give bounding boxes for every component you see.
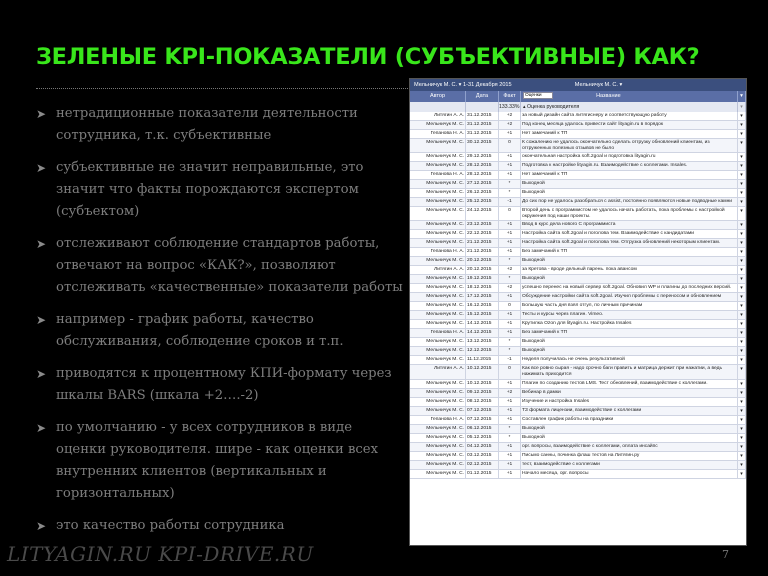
slide-title: ЗЕЛЕНЫЕ KPI-ПОКАЗАТЕЛИ (СУБЪЕКТИВНЫЕ) КАК? xyxy=(36,44,700,70)
row-name: Плагин по созданию тестов LMS. Тест обновлений, взаимодействие с коллегами. xyxy=(521,380,738,388)
row-date: 10.12.2015 xyxy=(466,380,499,388)
table-row[interactable] xyxy=(410,443,746,452)
chevron-down-icon[interactable]: ▾ xyxy=(738,139,746,152)
table-row[interactable] xyxy=(410,320,746,329)
table-row[interactable] xyxy=(410,293,746,302)
chevron-down-icon[interactable]: ▾ xyxy=(738,425,746,433)
row-name: Как все ровно сырая - надо срочно баги править и матрица держит при нажатии, а ведь нажимать приходится xyxy=(521,365,738,378)
footer-brand: LITYAGIN.RU KPI-DRIVE.RU xyxy=(7,542,314,566)
row-fact: +2 xyxy=(499,112,521,120)
row-name: Настройка сайта soft.2goal и поголова тем. Взаимодействие с кандидатами xyxy=(521,230,738,238)
chevron-down-icon[interactable]: ▾ xyxy=(738,153,746,161)
table-row[interactable] xyxy=(410,171,746,180)
table-row[interactable] xyxy=(410,416,746,425)
table-row[interactable] xyxy=(410,207,746,221)
chevron-down-icon[interactable]: ▾ xyxy=(738,284,746,292)
row-fact: +1 xyxy=(499,380,521,388)
table-row[interactable] xyxy=(410,284,746,293)
row-author: Мельничук М. С. xyxy=(410,311,466,319)
row-fact: * xyxy=(499,338,521,346)
bullet-item: ➤ приводятся к процентному КПИ-формату через шкалы BARS (шкала +2….-2) xyxy=(36,363,406,407)
table-row[interactable] xyxy=(410,389,746,398)
row-name: Выходной xyxy=(521,347,738,355)
row-fact: +1 xyxy=(499,293,521,301)
row-name: Нет замечаний к ТП xyxy=(521,130,738,138)
row-fact: +1 xyxy=(499,311,521,319)
row-date: 23.12.2015 xyxy=(466,221,499,229)
chevron-down-icon[interactable]: ▾ xyxy=(738,461,746,469)
arrow-bullet-icon: ➤ xyxy=(36,161,47,175)
bullet-item: ➤ по умолчанию - у всех сотрудников в виде оценки руководителя. шире - как оценки всех внутренних клиентов (вертикальных и горизонтальных) xyxy=(36,417,406,505)
row-fact: +1 xyxy=(499,329,521,337)
arrow-bullet-icon: ➤ xyxy=(36,313,47,327)
row-author: Мельничук М. С. xyxy=(410,121,466,129)
row-name: Изучение и настройка Insales xyxy=(521,398,738,406)
table-row[interactable] xyxy=(410,153,746,162)
chevron-down-icon[interactable]: ▾ xyxy=(738,470,746,478)
row-date: 19.12.2015 xyxy=(466,275,499,283)
table-row[interactable] xyxy=(410,425,746,434)
row-name: за новый дизайн сайта литягиснеру и соответствующую работу xyxy=(521,112,738,120)
row-fact: +1 xyxy=(499,443,521,451)
row-author: Мельничук М. С. xyxy=(410,162,466,170)
table-row[interactable] xyxy=(410,221,746,230)
row-date: 02.12.2015 xyxy=(466,461,499,469)
row-name: Выходной xyxy=(521,425,738,433)
row-fact: +1 xyxy=(499,130,521,138)
chevron-down-icon[interactable]: ▾ xyxy=(738,91,746,102)
chevron-down-icon[interactable]: ▾ xyxy=(738,311,746,319)
arrow-bullet-icon: ➤ xyxy=(36,107,47,121)
group-label: ▴ Оценка руководителя xyxy=(521,102,738,112)
row-date: 31.12.2015 xyxy=(466,130,499,138)
row-name: Под конец месяца удалось привести сайт lityagin.ru в порядок xyxy=(521,121,738,129)
row-author: Гепанова Н. А. xyxy=(410,130,466,138)
table-row[interactable] xyxy=(410,180,746,189)
chevron-down-icon[interactable]: ▾ xyxy=(738,189,746,197)
row-fact: +1 xyxy=(499,221,521,229)
row-date: 16.12.2015 xyxy=(466,302,499,310)
row-author: Мельничук М. С. xyxy=(410,302,466,310)
chevron-down-icon[interactable]: ▾ xyxy=(738,102,746,112)
row-date: 21.12.2015 xyxy=(466,239,499,247)
row-date: 22.12.2015 xyxy=(466,230,499,238)
chevron-down-icon[interactable]: ▾ xyxy=(738,338,746,346)
row-fact: * xyxy=(499,347,521,355)
user-selector[interactable]: Мельничук М. С. xyxy=(414,82,458,88)
row-author: Мельничук М. С. xyxy=(410,180,466,188)
chevron-down-icon[interactable]: ▾ xyxy=(738,365,746,378)
bullet-item: ➤ это качество работы сотрудника xyxy=(36,515,406,537)
arrow-bullet-icon: ➤ xyxy=(36,421,47,435)
row-name: Обсуждение настройки сайта soft.2goal. Изучил проблемы с переносом и обновлением xyxy=(521,293,738,301)
col-author[interactable]: Автор xyxy=(410,91,466,102)
row-author: Мельничук М. С. xyxy=(410,434,466,442)
row-fact: * xyxy=(499,180,521,188)
arrow-bullet-icon: ➤ xyxy=(36,237,47,251)
table-row[interactable] xyxy=(410,230,746,239)
table-row[interactable] xyxy=(410,130,746,139)
row-name: Большую часть дня взял отгул, по личным причинам xyxy=(521,302,738,310)
row-name: Выходной xyxy=(521,275,738,283)
group-percent: 133.33% xyxy=(499,104,520,110)
row-name: Письмо санны, починка флаш тестов на Литягин.ру xyxy=(521,452,738,460)
row-author: Мельничук М. С. xyxy=(410,356,466,364)
chevron-down-icon[interactable]: ▾ xyxy=(738,320,746,328)
row-author: Мельничук М. С. xyxy=(410,389,466,397)
row-name: окончательная настройка soft.2goal и подготовка lityagin.ru xyxy=(521,153,738,161)
table-row[interactable] xyxy=(410,311,746,320)
row-fact: +1 xyxy=(499,239,521,247)
row-date: 11.12.2015 xyxy=(466,356,499,364)
row-date: 29.12.2015 xyxy=(466,153,499,161)
bullet-item: ➤ отслеживают соблюдение стандартов работы, отвечают на вопрос «КАК?», позволяют отслеживать «качественные» показатели работы xyxy=(36,233,406,299)
table-row[interactable] xyxy=(410,434,746,443)
table-row[interactable] xyxy=(410,461,746,470)
table-row[interactable] xyxy=(410,198,746,207)
table-header xyxy=(410,91,746,102)
row-fact: 0 xyxy=(499,302,521,310)
row-fact: +1 xyxy=(499,461,521,469)
row-name: тест, взаимодействие с коллегами xyxy=(521,461,738,469)
chevron-down-icon[interactable]: ▾ xyxy=(738,248,746,256)
bullet-item: ➤ нетрадиционные показатели деятельности сотрудника, т.к. субъективные xyxy=(36,103,406,147)
page-number: 7 xyxy=(722,548,729,561)
chevron-down-icon[interactable]: ▾ xyxy=(738,293,746,301)
row-date: 30.12.2015 xyxy=(466,139,499,152)
filter-select[interactable]: Оценки xyxy=(523,92,553,99)
chevron-down-icon[interactable]: ▾ xyxy=(738,198,746,206)
table-row[interactable] xyxy=(410,329,746,338)
row-author: Гепанова Н. А. xyxy=(410,248,466,256)
row-fact: * xyxy=(499,257,521,265)
row-date: 04.12.2015 xyxy=(466,443,499,451)
row-date: 31.12.2015 xyxy=(466,121,499,129)
table-row[interactable] xyxy=(410,248,746,257)
arrow-bullet-icon: ➤ xyxy=(36,367,47,381)
chevron-down-icon[interactable]: ▾ xyxy=(738,275,746,283)
row-fact: +2 xyxy=(499,266,521,274)
col-date[interactable]: Дата xyxy=(466,91,499,102)
row-author: Мельничук М. С. xyxy=(410,257,466,265)
chevron-down-icon[interactable]: ▾ xyxy=(738,356,746,364)
table-row[interactable] xyxy=(410,162,746,171)
chevron-down-icon[interactable]: ▾ xyxy=(738,443,746,451)
row-author: Мельничук М. С. xyxy=(410,380,466,388)
table-row[interactable] xyxy=(410,189,746,198)
title-divider xyxy=(36,88,416,89)
kpi-app-window xyxy=(409,78,747,546)
row-name: Выходной xyxy=(521,189,738,197)
row-date: 24.12.2015 xyxy=(466,207,499,220)
period-selector[interactable]: 1-31 Декабря 2015 xyxy=(463,82,512,88)
row-fact: 0 xyxy=(499,207,521,220)
row-fact: 0 xyxy=(499,365,521,378)
chevron-down-icon[interactable]: ▾ xyxy=(738,347,746,355)
chevron-down-icon[interactable]: ▾ xyxy=(738,398,746,406)
row-date: 12.12.2015 xyxy=(466,347,499,355)
table-row[interactable] xyxy=(410,112,746,121)
table-row[interactable] xyxy=(410,275,746,284)
table-row[interactable] xyxy=(410,380,746,389)
row-name: Нет замечаний к ТП xyxy=(521,171,738,179)
row-author: Мельничук М. С. xyxy=(410,230,466,238)
row-date: 06.12.2015 xyxy=(466,425,499,433)
row-fact: +1 xyxy=(499,452,521,460)
table-row[interactable] xyxy=(410,347,746,356)
chevron-down-icon[interactable]: ▾ xyxy=(738,230,746,238)
row-name: Выходной xyxy=(521,434,738,442)
row-fact: * xyxy=(499,425,521,433)
row-fact: +1 xyxy=(499,230,521,238)
table-row[interactable] xyxy=(410,239,746,248)
row-author: Мельничук М. С. xyxy=(410,443,466,451)
row-author: Литягин А. А. xyxy=(410,112,466,120)
row-fact: +2 xyxy=(499,121,521,129)
row-author: Мельничук М. С. xyxy=(410,189,466,197)
row-fact: -1 xyxy=(499,198,521,206)
group-row[interactable] xyxy=(410,102,746,112)
row-author: Гепанова Н. А. xyxy=(410,171,466,179)
row-date: 20.12.2015 xyxy=(466,266,499,274)
row-name: Начало месяца, орг. вопросы xyxy=(521,470,738,478)
row-name: Без замечаний к ТП xyxy=(521,329,738,337)
chevron-down-icon[interactable]: ▾ xyxy=(738,416,746,424)
row-author: Мельничук М. С. xyxy=(410,275,466,283)
row-author: Литягин А. А. xyxy=(410,365,466,378)
row-fact: +1 xyxy=(499,320,521,328)
row-name: Ввод в курс дела нового С программиста xyxy=(521,221,738,229)
row-date: 01.12.2015 xyxy=(466,470,499,478)
row-date: 27.12.2015 xyxy=(466,180,499,188)
row-date: 17.12.2015 xyxy=(466,293,499,301)
col-name[interactable]: Название xyxy=(596,93,621,99)
chevron-down-icon[interactable]: ▾ xyxy=(738,452,746,460)
row-name: Выходной xyxy=(521,338,738,346)
row-name: Выходной xyxy=(521,257,738,265)
row-name: успешно перенес на новый сервер soft.2goal. Обновил WP и плагины до последних версий. xyxy=(521,284,738,292)
row-fact: +1 xyxy=(499,153,521,161)
chevron-down-icon[interactable]: ▾ xyxy=(738,121,746,129)
row-fact: +1 xyxy=(499,407,521,415)
table-row[interactable] xyxy=(410,266,746,275)
chevron-down-icon[interactable]: ▾ xyxy=(738,239,746,247)
row-author: Мельничук М. С. xyxy=(410,461,466,469)
row-date: 08.12.2015 xyxy=(466,398,499,406)
table-row[interactable] xyxy=(410,338,746,347)
row-date: 10.12.2015 xyxy=(466,365,499,378)
row-date: 14.12.2015 xyxy=(466,320,499,328)
chevron-down-icon[interactable]: ▾ xyxy=(738,112,746,120)
chevron-down-icon[interactable]: ▾ xyxy=(738,162,746,170)
row-date: 20.12.2015 xyxy=(466,257,499,265)
row-date: 21.12.2015 xyxy=(466,248,499,256)
row-fact: +1 xyxy=(499,416,521,424)
row-fact: * xyxy=(499,434,521,442)
row-author: Мельничук М. С. xyxy=(410,293,466,301)
col-fact[interactable]: Факт xyxy=(499,91,521,102)
row-name: за Кретова - вроде дельный парень. пока авансом xyxy=(521,266,738,274)
arrow-bullet-icon: ➤ xyxy=(36,519,47,533)
row-fact: +1 xyxy=(499,470,521,478)
row-fact: 0 xyxy=(499,139,521,152)
row-date: 25.12.2015 xyxy=(466,198,499,206)
row-author: Мельничук М. С. xyxy=(410,425,466,433)
row-author: Мельничук М. С. xyxy=(410,207,466,220)
row-name: Выходной xyxy=(521,180,738,188)
row-name: ТЗ формата лицензии, взаимодействие с коллегами xyxy=(521,407,738,415)
row-name: Тесты и курсы через плагин. Vimeo. xyxy=(521,311,738,319)
kpi-table-body xyxy=(410,112,746,479)
row-date: 13.12.2015 xyxy=(466,338,499,346)
chevron-down-icon[interactable]: ▾ xyxy=(738,329,746,337)
row-date: 07.12.2015 xyxy=(466,407,499,415)
bullet-list xyxy=(36,103,406,547)
row-fact: +1 xyxy=(499,248,521,256)
chevron-down-icon[interactable]: ▾ xyxy=(738,221,746,229)
row-author: Литягин А. А. xyxy=(410,266,466,274)
row-name: Настройка сайта soft.2goal и поголова тем. Отгрузка обновлений некоторым клиентам. xyxy=(521,239,738,247)
row-fact: * xyxy=(499,189,521,197)
row-author: Мельничук М. С. xyxy=(410,198,466,206)
chevron-down-icon[interactable]: ▾ xyxy=(738,207,746,220)
col-name-filter[interactable] xyxy=(521,91,738,102)
bullet-item: ➤ субъективные не значит неправильные, это значит что факты порождаются экспертом (субъектом) xyxy=(36,157,406,223)
user-selector-right[interactable]: Мельничук М. С. xyxy=(574,82,618,88)
row-author: Мельничук М. С. xyxy=(410,239,466,247)
row-fact: +2 xyxy=(499,389,521,397)
table-row[interactable] xyxy=(410,302,746,311)
chevron-down-icon[interactable]: ▾ xyxy=(738,257,746,265)
row-author: Мельничук М. С. xyxy=(410,320,466,328)
table-row[interactable] xyxy=(410,470,746,479)
table-row[interactable] xyxy=(410,452,746,461)
bullet-item: ➤ например - график работы, качество обслуживания, соблюдение сроков и т.п. xyxy=(36,309,406,353)
row-fact: +1 xyxy=(499,162,521,170)
chevron-down-icon[interactable]: ▾ xyxy=(738,180,746,188)
chevron-down-icon[interactable]: ▾ xyxy=(738,380,746,388)
row-author: Мельничук М. С. xyxy=(410,139,466,152)
row-date: 14.12.2015 xyxy=(466,329,499,337)
row-date: 31.12.2015 xyxy=(466,112,499,120)
row-date: 18.12.2015 xyxy=(466,284,499,292)
row-fact: +1 xyxy=(499,398,521,406)
row-date: 28.12.2015 xyxy=(466,171,499,179)
table-row[interactable] xyxy=(410,356,746,365)
row-name: орг. вопросы, взаимодействие с коллегами, оплата инсайпс xyxy=(521,443,738,451)
chevron-down-icon[interactable]: ▾ xyxy=(738,302,746,310)
row-name: До сих пор не удалось разобраться с assist, постоянно появляются новые подводные камни xyxy=(521,198,738,206)
row-author: Мельничук М. С. xyxy=(410,338,466,346)
row-author: Мельничук М. С. xyxy=(410,284,466,292)
row-author: Гепанова Н. А. xyxy=(410,416,466,424)
row-author: Мельничук М. С. xyxy=(410,407,466,415)
table-row[interactable] xyxy=(410,139,746,153)
chevron-down-icon[interactable]: ▾ xyxy=(738,266,746,274)
chevron-down-icon[interactable]: ▾ xyxy=(738,389,746,397)
row-date: 26.12.2015 xyxy=(466,189,499,197)
row-fact: -1 xyxy=(499,356,521,364)
row-name: Крутилка Ozon для lityagin.ru. Настройка Insales xyxy=(521,320,738,328)
row-name: Вебинар в дамки xyxy=(521,389,738,397)
row-date: 09.12.2015 xyxy=(466,389,499,397)
chevron-down-icon[interactable]: ▾ xyxy=(738,407,746,415)
row-name: К сожалению не удалось окончательно сделать отгрузку обновлений клиентам, из отгруженных полезных отзывов не было xyxy=(521,139,738,152)
row-date: 07.12.2015 xyxy=(466,416,499,424)
table-row[interactable] xyxy=(410,365,746,379)
row-author: Мельничук М. С. xyxy=(410,347,466,355)
table-row[interactable] xyxy=(410,121,746,130)
row-author: Мельничук М. С. xyxy=(410,452,466,460)
row-date: 28.12.2015 xyxy=(466,162,499,170)
chevron-down-icon[interactable]: ▾ xyxy=(738,171,746,179)
row-name: Без замечаний к ТП xyxy=(521,248,738,256)
row-author: Мельничук М. С. xyxy=(410,470,466,478)
row-date: 15.12.2015 xyxy=(466,311,499,319)
table-row[interactable] xyxy=(410,407,746,416)
row-author: Мельничук М. С. xyxy=(410,221,466,229)
table-row[interactable] xyxy=(410,398,746,407)
row-fact: +1 xyxy=(499,171,521,179)
row-author: Мельничук М. С. xyxy=(410,153,466,161)
row-author: Гепанова Н. А. xyxy=(410,329,466,337)
row-date: 05.12.2015 xyxy=(466,434,499,442)
row-fact: +2 xyxy=(499,284,521,292)
row-date: 03.12.2015 xyxy=(466,452,499,460)
chevron-down-icon[interactable]: ▾ xyxy=(738,130,746,138)
row-name: Второй день с программистом не удалось начать работать, пока проблемы с настройкой окружения под наши проекты. xyxy=(521,207,738,220)
row-name: Подготовка к настройке lityagin.ru. Взаимодействие с коллегами. Insales. xyxy=(521,162,738,170)
row-author: Мельничук М. С. xyxy=(410,398,466,406)
row-name: Составлен график работы на праздники xyxy=(521,416,738,424)
row-fact: * xyxy=(499,275,521,283)
table-row[interactable] xyxy=(410,257,746,266)
window-titlebar: Мельничук М. С. ▾ 1-31 Декабря 2015 Мельничук М. С. ▾ xyxy=(410,79,746,91)
chevron-down-icon[interactable]: ▾ xyxy=(738,434,746,442)
row-name: Неделя получилась не очень результативной xyxy=(521,356,738,364)
